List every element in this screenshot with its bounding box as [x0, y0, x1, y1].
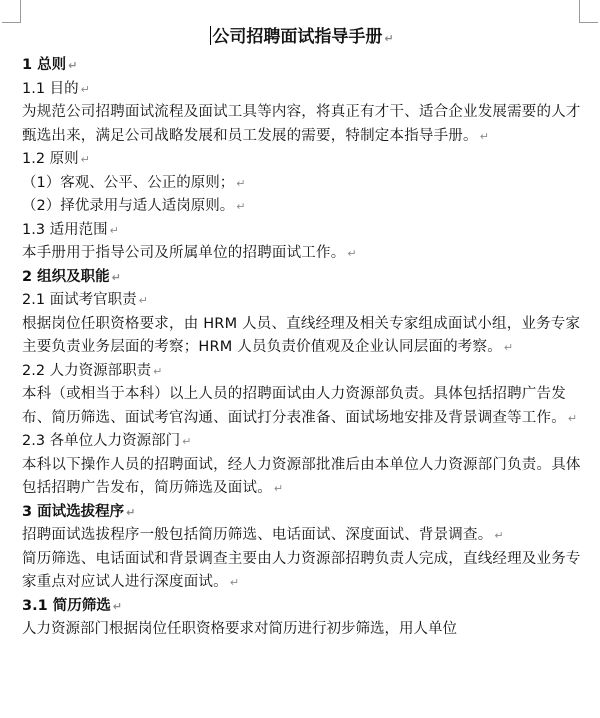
paragraph: 人力资源部门根据岗位任职资格要求对简历进行初步筛选，用人单位 [22, 621, 457, 637]
heading-2: 2.3 各单位人力资源部门 ↵ [22, 433, 192, 449]
heading-1: 3 面试选拔程序 ↵ [22, 503, 136, 520]
paragraph-mark-icon: ↵ [80, 153, 90, 166]
document-title-text: 公司招聘面试指导手册 [212, 27, 383, 47]
paragraph-mark-icon: ↵ [153, 364, 163, 378]
paragraph: 本科（或相当于本科）以上人员的招聘面试由人力资源部负责。具体包括招聘广告发布、简历筛选、面试考官沟通、面试打分表准备、面试场地安排及背景调查等工作。 ↵ [22, 386, 578, 426]
heading-2: 2.1 面试考官职责 ↵ [22, 292, 148, 308]
paragraph-mark-icon: ↵ [229, 576, 240, 589]
paragraph-mark-icon: ↵ [494, 529, 504, 542]
heading-2: 1.2 原则 ↵ [22, 151, 90, 167]
heading-1: 1 总则 ↵ [22, 57, 78, 73]
document-body[interactable] [22, 24, 582, 642]
paragraph-mark-icon: ↵ [68, 59, 78, 72]
paragraph-mark-icon: ↵ [112, 599, 122, 613]
paragraph: 本手册用于指导公司及所属单位的招聘面试工作。 ↵ [22, 245, 357, 261]
paragraph-mark-icon: ↵ [80, 82, 90, 96]
heading-2: 1.3 适用范围 ↵ [22, 221, 119, 238]
paragraph-mark-icon: ↵ [347, 247, 357, 260]
paragraph: 简历筛选、电话面试和背景调查主要由人力资源部招聘负责人完成，直线经理及业务专家重点对应试人进行深度面试。 ↵ [22, 550, 581, 590]
list-item: （1）客观、公平、公正的原则； ↵ [22, 174, 246, 191]
paragraph-mark-icon: ↵ [384, 32, 394, 45]
heading-2: 1.1 目的 ↵ [22, 80, 90, 97]
heading-1: 3.1 简历筛选 ↵ [22, 597, 122, 614]
paragraph-mark-icon: ↵ [273, 482, 284, 495]
heading-2: 2.2 人力资源部职责 ↵ [22, 362, 163, 379]
paragraph-mark-icon: ↵ [111, 270, 121, 284]
paragraph-mark-icon: ↵ [479, 129, 490, 143]
paragraph: 本科以下操作人员的招聘面试，经人力资源部批准后由本单位人力资源部门负责。具体包括招聘广告发布，简历筛选及面试。 ↵ [22, 456, 581, 496]
crop-mark-top-left [2, 0, 21, 23]
paragraph: 为规范公司招聘面试流程及面试工具等内容，将真正有才干、适合企业发展需要的人才甄选出来，满足公司战略发展和员工发展的需要，特制定本指导手册。 ↵ [22, 104, 581, 144]
paragraph-mark-icon: ↵ [236, 200, 246, 213]
paragraph-mark-icon: ↵ [109, 223, 119, 237]
paragraph-mark-icon: ↵ [503, 341, 514, 354]
paragraph-mark-icon: ↵ [236, 176, 246, 190]
list-item: （2）择优录用与适人适岗原则。 ↵ [22, 198, 246, 214]
document-title [22, 24, 582, 52]
paragraph-mark-icon: ↵ [126, 505, 136, 519]
paragraph-mark-icon: ↵ [567, 411, 578, 425]
heading-1: 2 组织及职能 ↵ [22, 268, 121, 285]
paragraph: 根据岗位任职资格要求，由 HRM 人员、直线经理及相关专家组成面试小组，业务专家主要负责业务层面的考察；HRM 人员负责价值观及企业认同层面的考察。 ↵ [22, 315, 581, 355]
crop-mark-top-right [579, 0, 598, 23]
paragraph-mark-icon: ↵ [138, 294, 148, 307]
paragraph: 招聘面试选拔程序一般包括简历筛选、电话面试、深度面试、背景调查。 ↵ [22, 527, 504, 543]
paragraph-mark-icon: ↵ [182, 435, 192, 448]
